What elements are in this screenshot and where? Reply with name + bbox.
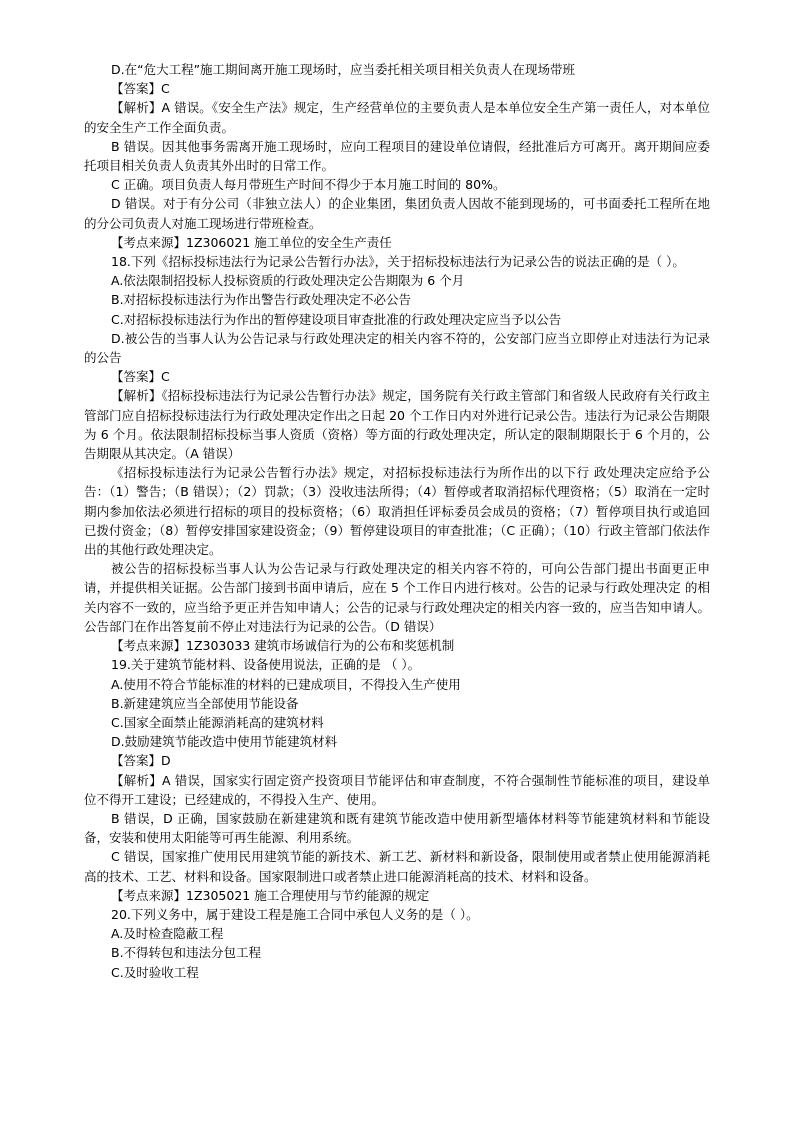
q19-option-d: D.鼓励建筑节能改造中使用节能建筑材料 bbox=[111, 734, 338, 750]
q18-answer: 【答案】C bbox=[111, 369, 170, 385]
q17-answer: 【答案】C bbox=[111, 81, 170, 97]
q19-explanation-bd: B 错误，D 正确，国家鼓励在新建建筑和既有建筑节能改造中使用新型墙体材料等节能建筑材料和节能设备，安装和使用太阳能等可再生能源、利用系统。 bbox=[84, 810, 710, 846]
page-content bbox=[84, 60, 710, 982]
q20-option-c: C.及时验收工程 bbox=[111, 964, 199, 980]
q19-source: 【考点来源】1Z305021 施工合理使用与节约能源的规定 bbox=[111, 887, 430, 903]
q18-explanation-1: 【解析】《招标投标违法行为记录公告暂行办法》规定，国务院有关行政主管部门和省级人民政府有关行政主管部门应自招标投标违法行为行政处理决定作出之日起 20 个工作日内对外进行记录公告。违法行为记录公告期限为 6 个月。依法限制招标投标当事人资质（资格）等方面的行政处理决定，所认定的限制期限长于 6 个月的，公告期限从其决定。（A 错误） bbox=[84, 388, 710, 462]
q17-explanation-d: D 错误。对于有分公司（非独立法人）的企业集团，集团负责人因故不能到现场的，可书面委托工程所在地的分公司负责人对施工现场进行带班检查。 bbox=[84, 196, 710, 231]
q19-option-a: A.使用不符合节能标准的材料的已建成项目，不得投入生产使用 bbox=[111, 676, 461, 692]
q19-answer: 【答案】D bbox=[111, 753, 171, 769]
q18-option-c: C.对招标投标违法行为作出的暂停建设项目审查批准的行政处理决定应当予以公告 bbox=[111, 311, 562, 327]
q18-explanation-2: 《招标投标违法行为记录公告暂行办法》规定，对招标投标违法行为所作出的以下行 政处理决定应给予公告：（1）警告；（B 错误）；（2）罚款；（3）没收违法所得；（4）暂停或者取消招标代理资格；（5）取消在一定时期内参加依法必须进行招标的项目的投标资格；（6）取消担任评标委员会成员的资格；（7）暂停项目执行或追回已拨付资金；（8）暂停安排国家建设资金；（9）暂停建设项目的审查批准；（C 正确）；（10）行政主管部门依法作出的其他行政处理决定。 bbox=[84, 465, 710, 558]
q20-stem: 20.下列义务中，属于建设工程是施工合同中承包人义务的是（ ）。 bbox=[111, 906, 479, 922]
q17-explanation-c: C 正确。项目负责人每月带班生产时间不得少于本月施工时间的 80%。 bbox=[111, 177, 506, 193]
q18-option-d: D.被公告的当事人认为公告记录与行政处理决定的相关内容不符的，公安部门应当立即停止对违法行为记录的公告 bbox=[84, 330, 710, 366]
q18-explanation-3: 被公告的招标投标当事人认为公告记录与行政处理决定的相关内容不符的，可向公告部门提出书面更正申请，并提供相关证据。公告部门接到书面申请后，应在 5 个工作日内进行核对。公告的记录与行政处理决定 的相关内容不一致的，应当给予更正并告知申请人；公告的记录与行政处理决定的相关内容一致的，应当告知申请人。公告部门在作出答复前不停止对违法行为记录的公告。（D 错误） bbox=[84, 561, 710, 634]
q17-option-d: D.在“危大工程”施工期间离开施工现场时，应当委托相关项目相关负责人在现场带班 bbox=[111, 62, 576, 77]
q17-explanation-b: B 错误。因其他事务需离开施工现场时，应向工程项目的建设单位请假，经批准后方可离开。离开期间应委托项目相关负责人负责其外出时的日常工作。 bbox=[84, 138, 710, 174]
q19-explanation-a: 【解析】A 错误，国家实行固定资产投资项目节能评估和审查制度，不符合强制性节能标准的项目，建设单位不得开工建设；已经建成的，不得投入生产、使用。 bbox=[84, 772, 710, 807]
q19-option-b: B.新建建筑应当全部使用节能设备 bbox=[111, 695, 299, 711]
q19-explanation-c: C 错误，国家推广使用民用建筑节能的新技术、新工艺、新材料和新设备，限制使用或者禁止使用能源消耗高的技术、工艺、材料和设备。国家限制进口或者禁止进口能源消耗高的技术、材料和设备。 bbox=[84, 849, 710, 884]
q20-option-b: B.不得转包和违法分包工程 bbox=[111, 945, 262, 961]
q19-stem: 19.关于建筑节能材料、设备使用说法，正确的是 （ ）。 bbox=[111, 657, 421, 673]
q18-stem: 18.下列《招标投标违法行为记录公告暂行办法》，关于招标投标违法行为记录公告的说法正确的是（ ）。 bbox=[111, 254, 685, 270]
q18-option-b: B.对招标投标违法行为作出警告行政处理决定不必公告 bbox=[111, 292, 412, 308]
q19-option-c: C.国家全面禁止能源消耗高的建筑材料 bbox=[111, 714, 324, 730]
q17-source: 【考点来源】1Z306021 施工单位的安全生产责任 bbox=[111, 234, 392, 250]
q18-option-a: A.依法限制招投标人投标资质的行政处理决定公告期限为 6 个月 bbox=[111, 273, 465, 289]
q18-source: 【考点来源】1Z303033 建筑市场诚信行为的公布和奖惩机制 bbox=[111, 638, 455, 654]
q20-option-a: A.及时检查隐蔽工程 bbox=[111, 926, 224, 942]
q17-explanation-a: 【解析】A 错误。《安全生产法》规定，生产经营单位的主要负责人是本单位安全生产第一责任人，对本单位的安全生产工作全面负责。 bbox=[84, 100, 710, 135]
